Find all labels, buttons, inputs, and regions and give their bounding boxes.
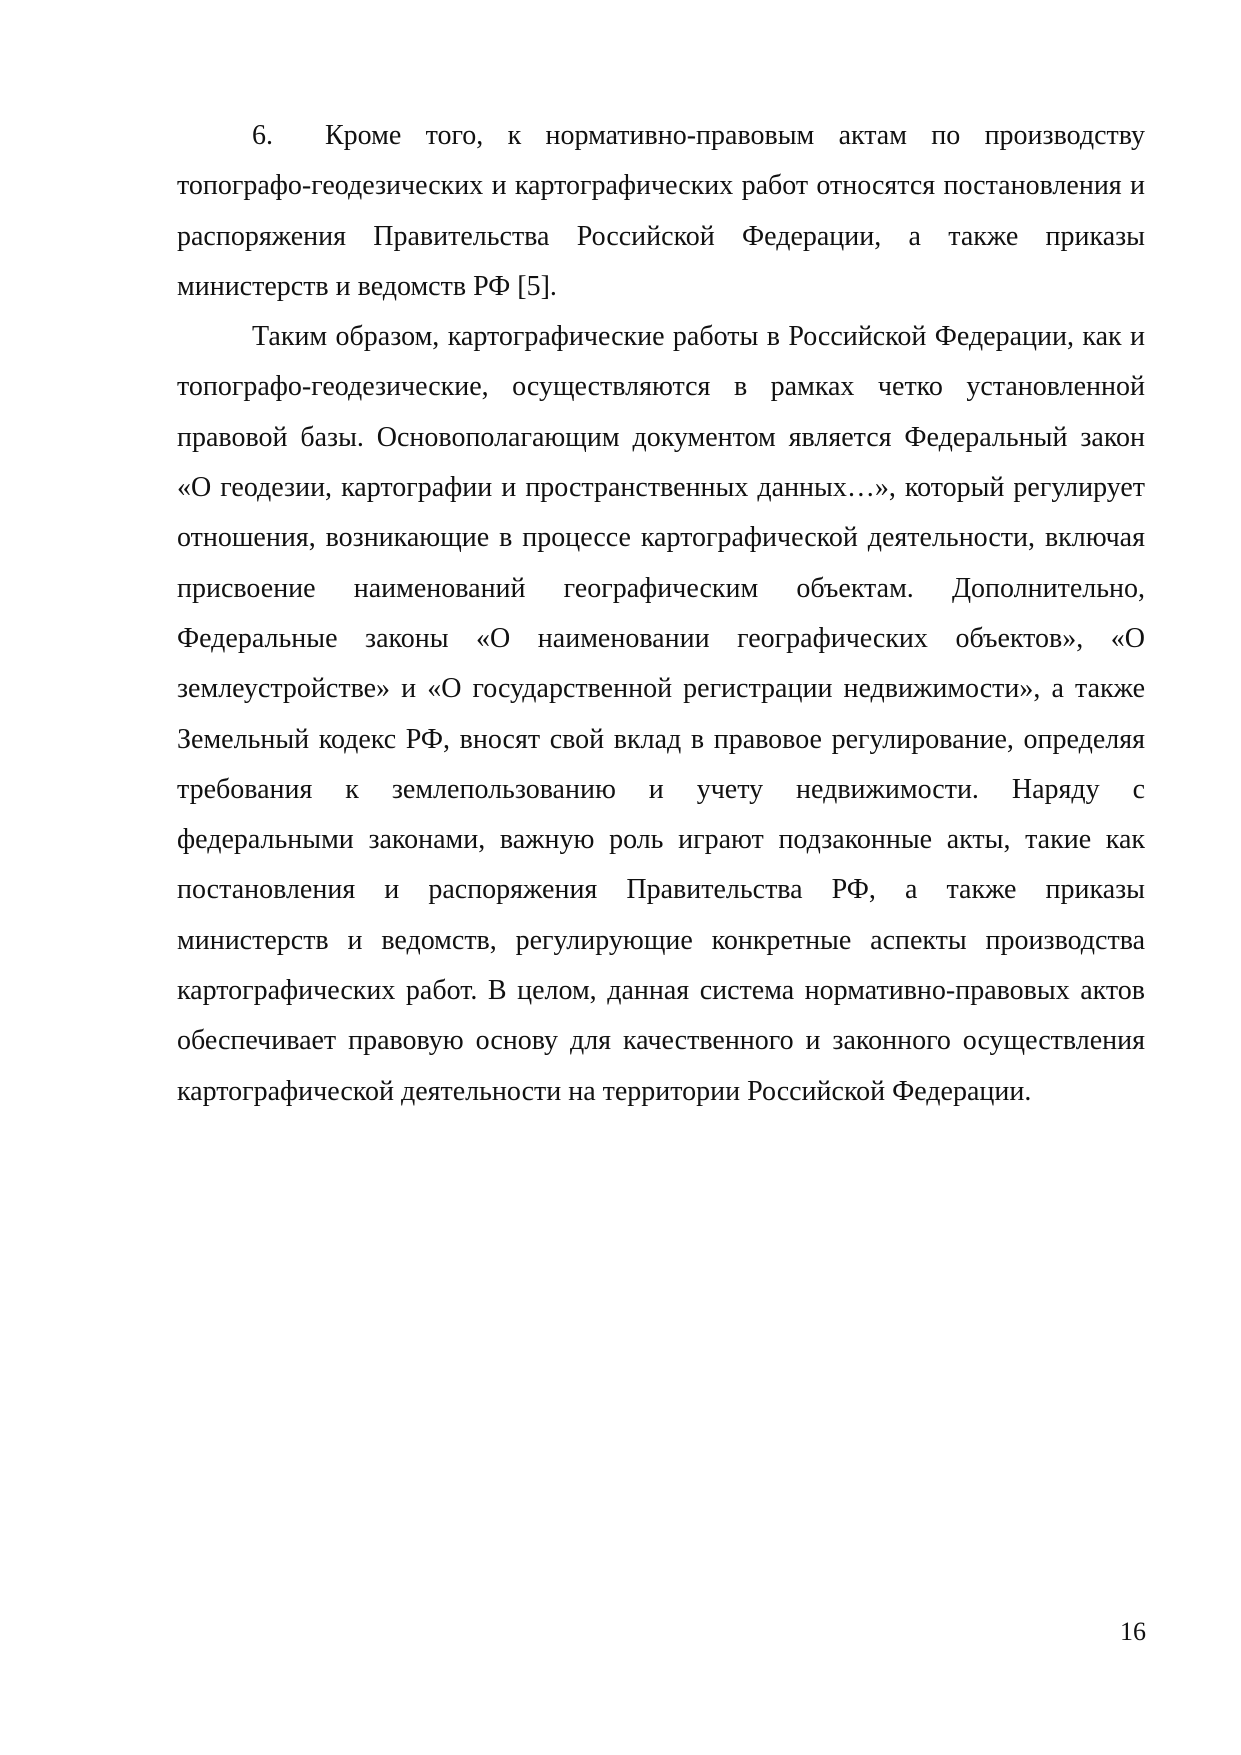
list-item-6 <box>177 111 1145 312</box>
page-number: 16 <box>1120 1617 1146 1646</box>
conclusion-paragraph: Таким образом, картографические работы в Российской Федерации, как и топографо-геодезические, осуществляются в рамках четко установленной правовой базы. Основополагающим документом является Федеральный закон «О геодезии, картографии и пространственных данных…», который регулирует отношения, возникающие в процессе картографической деятельности, включая присвоение наименований географическим объектам. Дополнительно, Федеральные законы «О наименовании географических объектов», «О землеустройстве» и «О государственной регистрации недвижимости», а также Земельный кодекс РФ, вносят свой вклад в правовое регулирование, определяя требования к землепользованию и учету недвижимости. Наряду с федеральными законами, важную роль играют подзаконные акты, такие как постановления и распоряжения Правительства РФ, а также приказы министерств и ведомств, регулирующие конкретные аспекты производства картографических работ. В целом, данная система нормативно-правовых актов обеспечивает правовую основу для качественного и законного осуществления картографической деятельности на территории Российской Федерации. <box>177 321 1145 1107</box>
list-item-text: Кроме того, к нормативно-правовым актам по производству топографо-геодезических и картографических работ относятся постановления и распоряжения Правительства Российской Федерации, а также приказы министерств и ведомств РФ [5]. <box>177 120 1145 302</box>
list-item-number: 6. <box>252 120 273 151</box>
document-body <box>177 111 1145 1117</box>
